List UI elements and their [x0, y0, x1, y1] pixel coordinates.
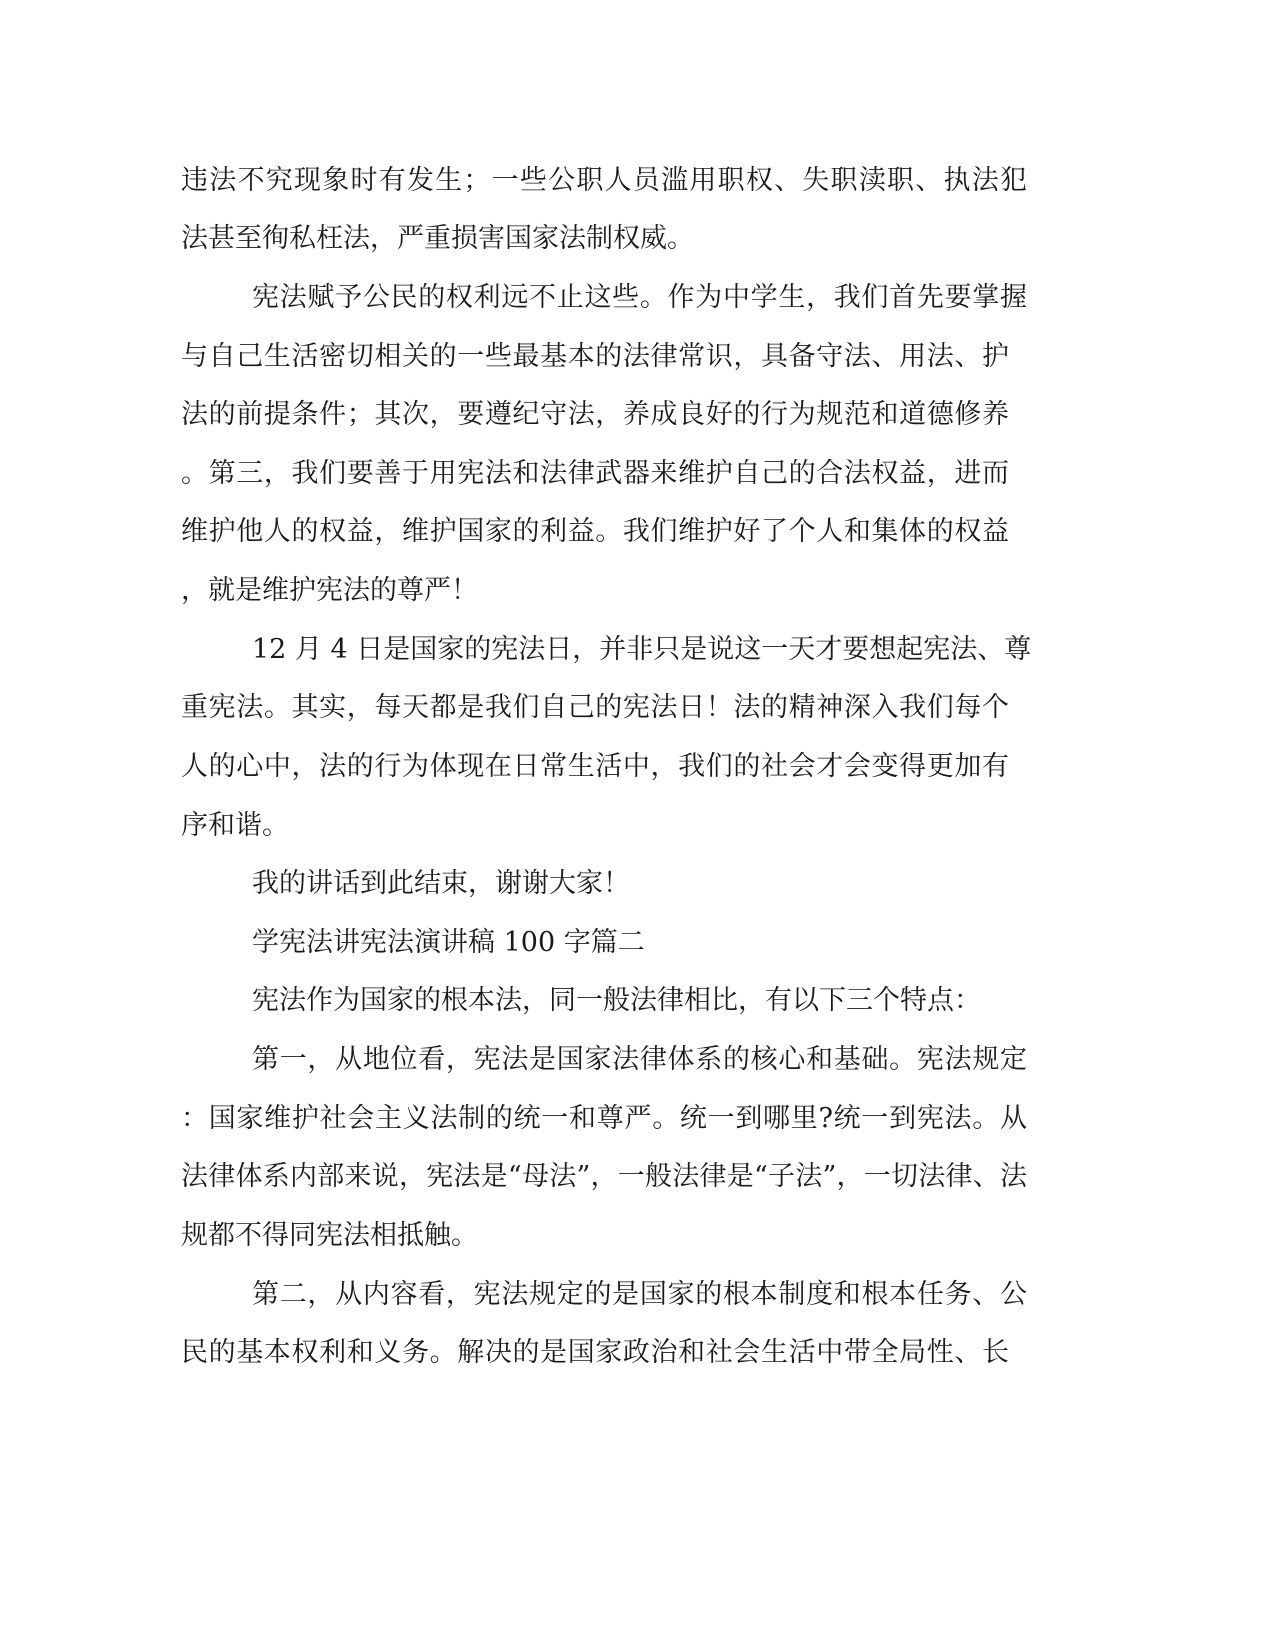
- text-line: 人的心中，法的行为体现在日常生活中，我们的社会才会变得更加有: [181, 751, 1009, 782]
- text-line: 民的基本权利和义务。解决的是国家政治和社会生活中带全局性、长: [181, 1337, 1009, 1368]
- text-line: 维护他人的权益，维护国家的利益。我们维护好了个人和集体的权益: [181, 516, 1009, 547]
- text-line: 法甚至徇私枉法，严重损害国家法制权威。: [181, 223, 694, 254]
- text-line: 违法不究现象时有发生；一些公职人员滥用职权、失职渎职、执法犯: [181, 165, 1027, 196]
- text-line: 重宪法。其实，每天都是我们自己的宪法日！法的精神深入我们每个: [181, 692, 1009, 723]
- paragraph-first-line: 12 月 4 日是国家的宪法日，并非只是说这一天才要想起宪法、尊: [252, 634, 1032, 665]
- text-line: 法律体系内部来说，宪法是“母法”，一般法律是“子法”，一切法律、法: [181, 1161, 1027, 1192]
- text-line: 与自己生活密切相关的一些最基本的法律常识，具备守法、用法、护: [181, 341, 1009, 372]
- text-line: 。第三，我们要善于用宪法和法律武器来维护自己的合法权益，进而: [181, 458, 1009, 489]
- section-heading: 学宪法讲宪法演讲稿 100 字篇二: [252, 927, 645, 958]
- paragraph-first-line: 我的讲话到此结束，谢谢大家！: [252, 868, 630, 899]
- text-line: 序和谐。: [181, 810, 289, 841]
- paragraph-first-line: 宪法赋予公民的权利远不止这些。作为中学生，我们首先要掌握: [252, 282, 1027, 313]
- paragraph-first-line: 第一，从地位看，宪法是国家法律体系的核心和基础。宪法规定: [252, 1044, 1027, 1075]
- text-line: 法的前提条件；其次，要遵纪守法，养成良好的行为规范和道德修养: [181, 399, 1009, 430]
- text-line: ，就是维护宪法的尊严！: [181, 575, 478, 606]
- paragraph-first-line: 第二，从内容看，宪法规定的是国家的根本制度和根本任务、公: [252, 1279, 1027, 1310]
- text-line: ：国家维护社会主义法制的统一和尊严。统一到哪里?统一到宪法。从: [181, 1103, 1027, 1134]
- text-line: 规都不得同宪法相抵触。: [181, 1220, 478, 1251]
- paragraph-first-line: 宪法作为国家的根本法，同一般法律相比，有以下三个特点：: [252, 985, 981, 1016]
